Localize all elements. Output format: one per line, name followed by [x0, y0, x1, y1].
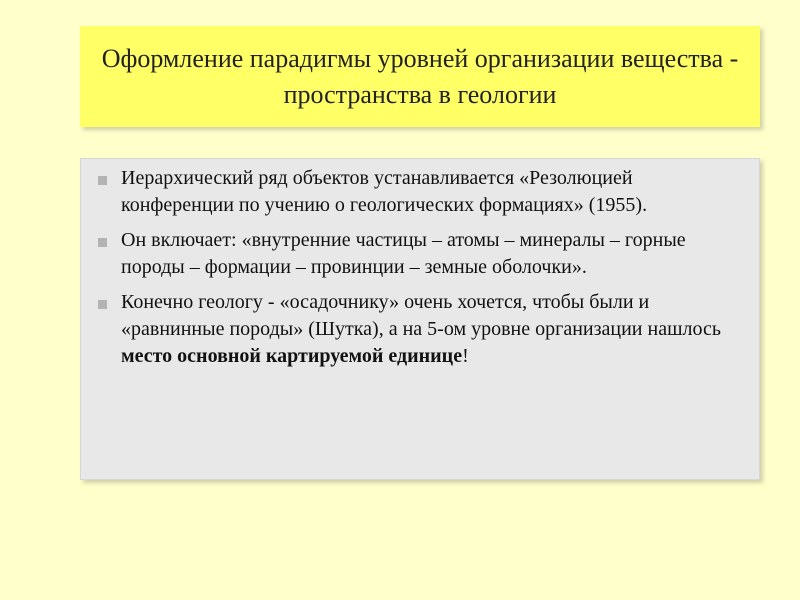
bullet-item: [97, 165, 739, 219]
bullet-text-end: !: [462, 345, 469, 367]
bullet-list: [81, 159, 759, 370]
bullet-text: Иерархический ряд объектов устанавливается «Резолюцией конференции по учению о геологических формациях» (1955).: [121, 167, 648, 216]
bullet-text: Конечно геологу - «осадочнику» очень хочется, чтобы были и «равнинные породы» (Шутка), а на 5-ом уровне организации нашлось: [121, 291, 721, 340]
bullet-text-emphasis: место основной картируемой единице: [121, 345, 463, 367]
square-bullet-icon: [98, 176, 107, 185]
bullet-item: [97, 289, 739, 370]
square-bullet-icon: [98, 238, 107, 247]
content-box: [80, 158, 760, 480]
square-bullet-icon: [98, 300, 107, 309]
bullet-item: [97, 227, 739, 281]
slide-title: Оформление парадигмы уровней организации вещества - пространства в геологии: [101, 43, 739, 109]
title-box: [80, 26, 760, 127]
bullet-text: Он включает: «внутренние частицы – атомы – минералы – горные породы – формации – провинции – земные оболочки».: [121, 229, 686, 278]
